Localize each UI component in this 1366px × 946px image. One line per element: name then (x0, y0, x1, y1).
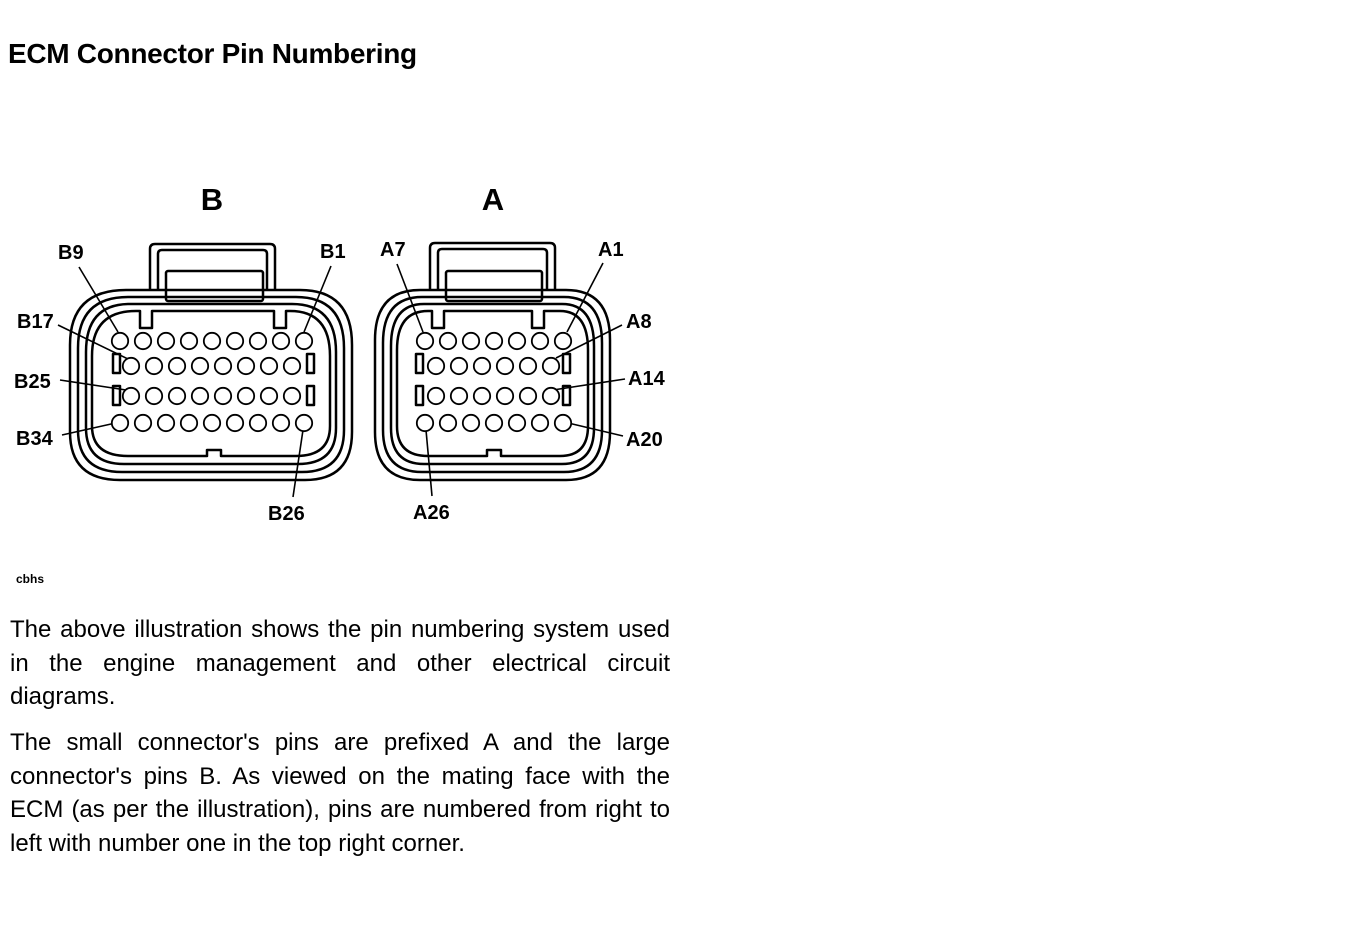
pin-b-r2-3 (169, 358, 185, 374)
figure-code: cbhs (16, 572, 45, 586)
pin-label-a7: A7 (380, 239, 406, 261)
connector-b-letter: B (200, 182, 224, 217)
pin-a-r2-6 (543, 358, 559, 374)
pin-b-r2-4 (192, 358, 208, 374)
pin-b-r2-8 (284, 358, 300, 374)
pin-a-r3-1 (428, 388, 444, 404)
pin-b-r4-7 (250, 415, 266, 431)
pin-a-r4-4 (486, 415, 502, 431)
pin-a-r3-6 (543, 388, 559, 404)
pin-b-r4-5 (204, 415, 220, 431)
description-paragraph-1: The above illustration shows the pin numbering system used in the engine management and other electrical circuit diagrams. (10, 616, 670, 710)
pin-b-r1-3 (158, 333, 174, 349)
pin-a-r1-6 (532, 333, 548, 349)
pin-label-b26: B26 (268, 503, 305, 525)
pin-label-a26: A26 (413, 502, 450, 524)
pin-b-r2-5 (215, 358, 231, 374)
pin-b-r1-5 (204, 333, 220, 349)
pin-b-r1-7 (250, 333, 266, 349)
connector-diagram (0, 170, 700, 540)
pin-b-r1-1 (112, 333, 128, 349)
pin-b-r4-9 (296, 415, 312, 431)
pin-a-r4-7 (555, 415, 571, 431)
pin-b-r1-9 (296, 333, 312, 349)
pin-a-r1-5 (509, 333, 525, 349)
pin-b-r3-6 (238, 388, 254, 404)
pin-b-r4-3 (158, 415, 174, 431)
pin-b-r1-2 (135, 333, 151, 349)
pin-label-b9: B9 (58, 242, 84, 264)
connector-a-letter: A (481, 182, 505, 217)
pin-a-r1-1 (417, 333, 433, 349)
pin-a-r4-3 (463, 415, 479, 431)
page-title: ECM Connector Pin Numbering (8, 38, 417, 69)
pin-label-b34: B34 (16, 428, 53, 450)
pin-b-r2-1 (123, 358, 139, 374)
pin-label-a14: A14 (628, 368, 665, 390)
pin-a-r2-3 (474, 358, 490, 374)
pin-b-r4-2 (135, 415, 151, 431)
pin-b-r3-4 (192, 388, 208, 404)
pin-a-r4-2 (440, 415, 456, 431)
pin-a-r4-1 (417, 415, 433, 431)
pin-b-r1-4 (181, 333, 197, 349)
pin-a-r3-3 (474, 388, 490, 404)
pin-b-r4-6 (227, 415, 243, 431)
pin-a-r1-7 (555, 333, 571, 349)
pin-b-r3-3 (169, 388, 185, 404)
description-paragraph-2: The small connector's pins are prefixed A and the large connector's pins B. As viewed on the mating face with the ECM (as per the illustration), pins are numbered from right to left with number one in the top right corner. (10, 729, 670, 857)
pin-a-r3-4 (497, 388, 513, 404)
pin-a-r2-4 (497, 358, 513, 374)
pin-a-r1-3 (463, 333, 479, 349)
pin-b-r2-7 (261, 358, 277, 374)
pin-b-r3-5 (215, 388, 231, 404)
pin-b-r3-8 (284, 388, 300, 404)
pin-label-b1: B1 (320, 241, 346, 263)
pin-a-r3-2 (451, 388, 467, 404)
pin-label-a8: A8 (626, 311, 652, 333)
pin-a-r4-6 (532, 415, 548, 431)
pin-b-r1-6 (227, 333, 243, 349)
pin-grid (112, 333, 571, 431)
pin-label-a1: A1 (598, 239, 624, 261)
pin-b-r4-8 (273, 415, 289, 431)
connector-a-housing (375, 243, 610, 480)
pin-label-b25: B25 (14, 371, 51, 393)
pin-b-r2-2 (146, 358, 162, 374)
pin-a-r2-5 (520, 358, 536, 374)
pin-b-r4-1 (112, 415, 128, 431)
pin-a-r3-5 (520, 388, 536, 404)
pin-a-r1-2 (440, 333, 456, 349)
pin-a-r2-1 (428, 358, 444, 374)
connector-b-housing (70, 244, 352, 480)
pin-label-b17: B17 (17, 311, 54, 333)
pin-b-r3-2 (146, 388, 162, 404)
pin-b-r4-4 (181, 415, 197, 431)
pin-a-r4-5 (509, 415, 525, 431)
pin-a-r1-4 (486, 333, 502, 349)
pin-b-r2-6 (238, 358, 254, 374)
pin-label-a20: A20 (626, 429, 663, 451)
pin-b-r1-8 (273, 333, 289, 349)
pin-a-r2-2 (451, 358, 467, 374)
pin-b-r3-7 (261, 388, 277, 404)
pin-b-r3-1 (123, 388, 139, 404)
